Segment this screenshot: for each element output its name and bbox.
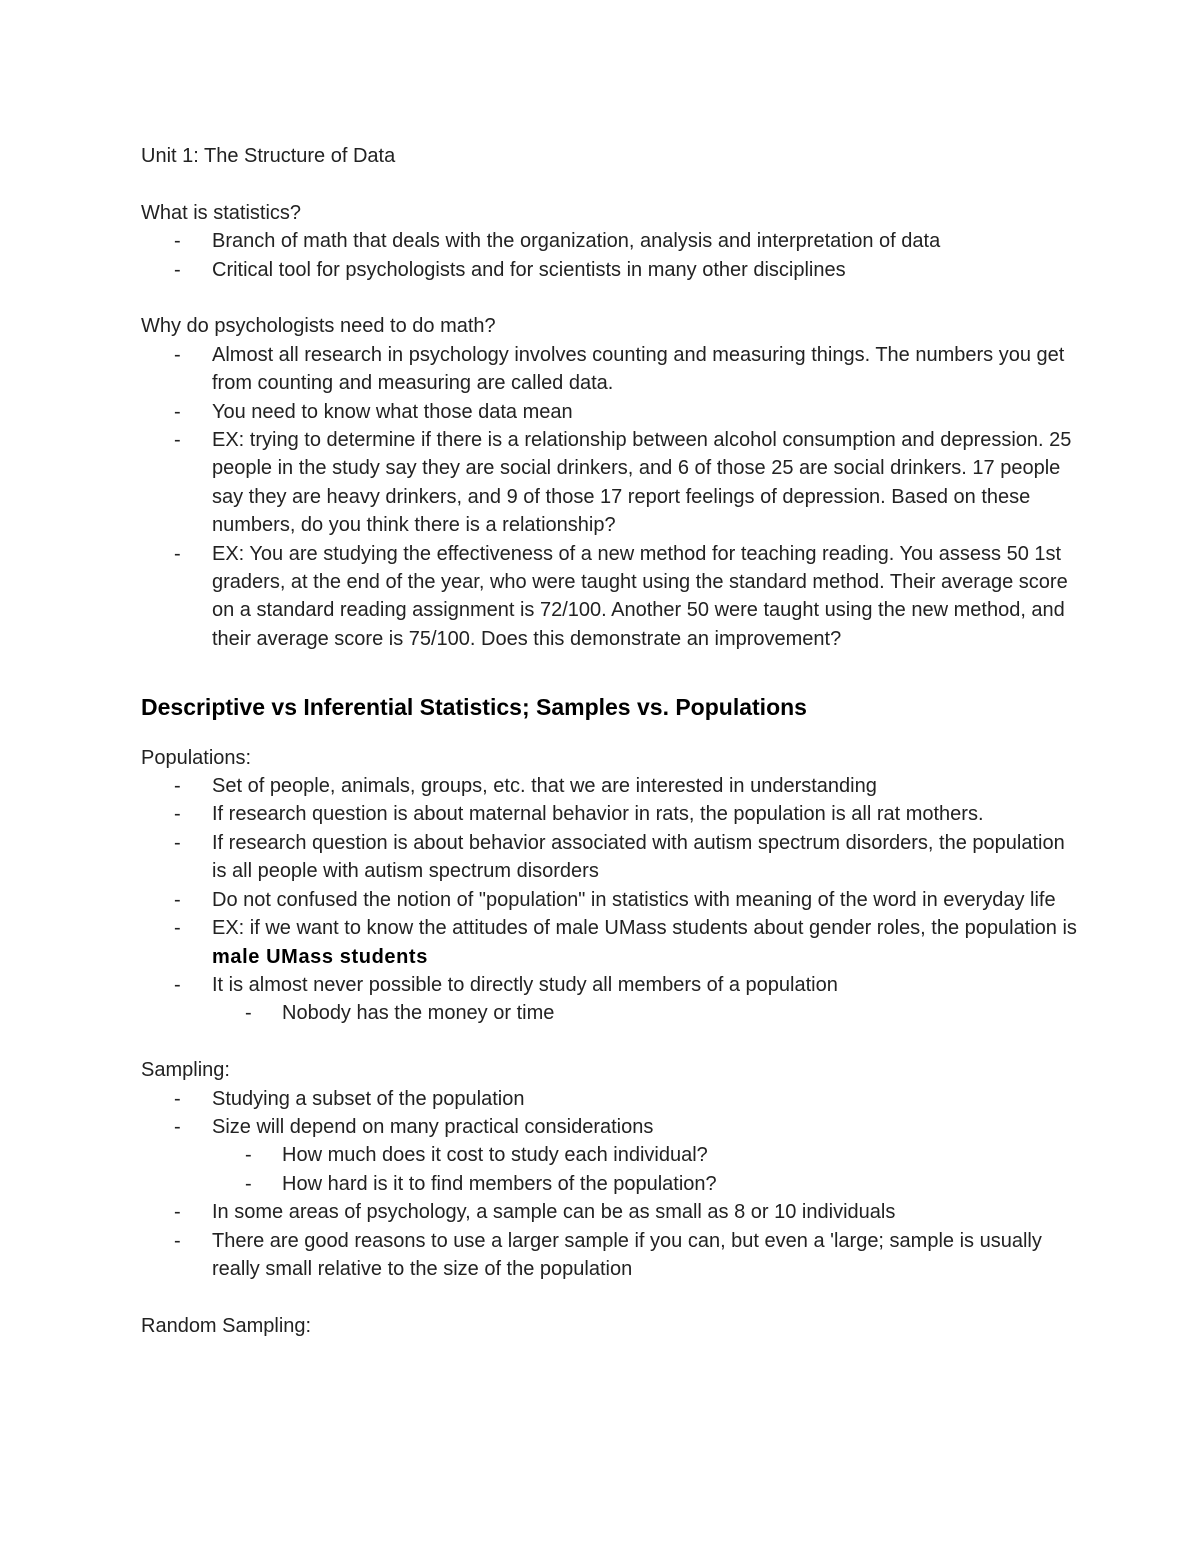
list-item-text: Do not confused the notion of "population" in statistics with meaning of the word in everyday life xyxy=(212,888,1056,911)
dash-bullet: - xyxy=(174,429,181,452)
sub-list-item xyxy=(141,1170,1081,1198)
list-item-text: How much does it cost to study each individual? xyxy=(282,1144,708,1167)
populations-list xyxy=(141,772,1081,999)
list-item-text: If research question is about behavior associated with autism spectrum disorders, the population is all people with autism spectrum disorders xyxy=(212,831,1065,883)
list-item xyxy=(141,227,1081,255)
dash-bullet: - xyxy=(174,917,181,940)
dash-bullet: - xyxy=(174,1087,181,1110)
spacer xyxy=(141,1028,1081,1056)
list-item-text: If research question is about maternal behavior in rats, the population is all rat mothers. xyxy=(212,803,984,826)
list-item xyxy=(141,256,1081,284)
list-item-text: There are good reasons to use a larger sample if you can, but even a 'large; sample is usually really small relative to the size of the population xyxy=(212,1229,1042,1280)
document-page xyxy=(141,142,1081,1340)
dash-bullet: - xyxy=(174,542,181,565)
list-item-text: EX: trying to determine if there is a relationship between alcohol consumption and depression. 25 people in the study say they are social drinkers, and 6 of those 25 are social drinkers. 17 people say they are heavy drinkers, and 9 of those 17 report feelings of depression. Based on these numbers, do you think there is a relationship? xyxy=(212,429,1072,537)
spacer xyxy=(141,284,1081,312)
list-item xyxy=(141,426,1081,540)
section-heading: Descriptive vs Inferential Statistics; Samples vs. Populations xyxy=(141,693,807,720)
populations-sublist xyxy=(141,999,1081,1027)
dash-bullet: - xyxy=(245,1002,252,1025)
list-item xyxy=(141,829,1081,886)
sampling-sublist xyxy=(141,1141,1081,1198)
list-item-text: Almost all research in psychology involves counting and measuring things. The numbers you get from counting and measuring are called data. xyxy=(212,343,1065,395)
dash-bullet: - xyxy=(174,973,181,996)
dash-bullet: - xyxy=(174,400,181,423)
statistics-list xyxy=(141,227,1081,284)
list-item xyxy=(141,540,1081,654)
sampling-list-continued xyxy=(141,1198,1081,1283)
dash-bullet: - xyxy=(245,1172,252,1195)
dash-bullet: - xyxy=(174,888,181,911)
sampling-list xyxy=(141,1085,1081,1142)
math-question: Why do psychologists need to do math? xyxy=(141,315,496,338)
list-item xyxy=(141,398,1081,426)
populations-label: Populations: xyxy=(141,746,252,769)
list-item-text: It is almost never possible to directly study all members of a population xyxy=(212,973,838,996)
sub-list-item xyxy=(141,1141,1081,1169)
emphasis-text: male UMass students xyxy=(212,945,428,968)
list-item xyxy=(141,772,1081,800)
list-item-text: Branch of math that deals with the organization, analysis and interpretation of data xyxy=(212,230,941,253)
dash-bullet: - xyxy=(174,343,181,366)
list-item xyxy=(141,886,1081,914)
document-title: Unit 1: The Structure of Data xyxy=(141,145,396,167)
dash-bullet: - xyxy=(174,1229,181,1252)
sub-list-item xyxy=(141,999,1081,1027)
statistics-question: What is statistics? xyxy=(141,201,302,224)
dash-bullet: - xyxy=(245,1144,252,1167)
dash-bullet: - xyxy=(174,775,181,798)
list-item-text: Studying a subset of the population xyxy=(212,1087,525,1110)
list-item-text: EX: if we want to know the attitudes of male UMass students about gender roles, the population is xyxy=(212,917,1077,940)
dash-bullet: - xyxy=(174,1115,181,1138)
list-item xyxy=(141,341,1081,398)
list-item-text: Nobody has the money or time xyxy=(282,1002,555,1025)
list-item-text: EX: You are studying the effectiveness of a new method for teaching reading. You assess 50 1st graders, at the end of the year, who were taught using the standard method. Their average score on a standard reading assignment is 72/100. Another 50 were taught using the new method, and their average score is 75/100. Does this demonstrate an improvement? xyxy=(212,542,1068,650)
list-item xyxy=(141,1113,1081,1141)
list-item xyxy=(141,914,1081,971)
dash-bullet: - xyxy=(174,1201,181,1224)
dash-bullet: - xyxy=(174,230,181,253)
list-item xyxy=(141,971,1081,999)
list-item-text: How hard is it to find members of the population? xyxy=(282,1172,717,1195)
list-item-text: Critical tool for psychologists and for scientists in many other disciplines xyxy=(212,258,846,281)
random-sampling-label: Random Sampling: xyxy=(141,1314,312,1337)
list-item-text: Size will depend on many practical considerations xyxy=(212,1115,654,1138)
math-list xyxy=(141,341,1081,653)
spacer xyxy=(141,170,1081,198)
list-item xyxy=(141,1227,1081,1284)
spacer xyxy=(141,1283,1081,1311)
list-item xyxy=(141,1198,1081,1226)
dash-bullet: - xyxy=(174,803,181,826)
sampling-label: Sampling: xyxy=(141,1059,230,1082)
list-item-text: In some areas of psychology, a sample can be as small as 8 or 10 individuals xyxy=(212,1201,896,1224)
list-item-text: You need to know what those data mean xyxy=(212,400,573,423)
dash-bullet: - xyxy=(174,831,181,854)
list-item xyxy=(141,1085,1081,1113)
list-item xyxy=(141,800,1081,828)
spacer xyxy=(141,653,1081,681)
dash-bullet: - xyxy=(174,258,181,281)
list-item-text: Set of people, animals, groups, etc. that we are interested in understanding xyxy=(212,775,877,798)
